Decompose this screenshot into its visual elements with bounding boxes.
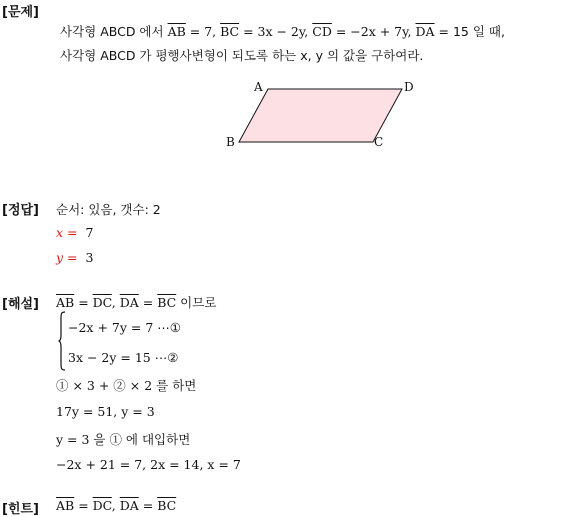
problem-line-2: 사각형 ABCD 가 평행사변형이 되도록 하는 x, y 의 값을 구하여라. bbox=[60, 48, 424, 63]
problem-label: [문제] bbox=[2, 5, 39, 20]
problem-intro: 사각형 ABCD 에서 bbox=[60, 24, 168, 39]
solution-step-4: −2x + 21 = 7, 2x = 14, x = 7 bbox=[56, 457, 241, 472]
equals-sign: = bbox=[74, 295, 93, 310]
parallelogram-figure bbox=[225, 78, 420, 150]
vertex-a-label: A bbox=[254, 80, 263, 94]
segment-da: $\overline{DA}$ bbox=[119, 498, 139, 513]
vertex-d-label: D bbox=[404, 80, 414, 94]
segment-bc: $\overline{BC}$ bbox=[220, 24, 240, 39]
vertex-b-label: B bbox=[226, 135, 235, 149]
da-equation: = 15 일 때, bbox=[434, 24, 505, 39]
segment-ab: $\overline{AB}$ bbox=[56, 295, 75, 310]
vertex-c-label: C bbox=[374, 135, 384, 149]
answer-y-label: y = bbox=[56, 250, 78, 265]
answer-x-value: 7 bbox=[85, 225, 94, 240]
segment-ab: $\overline{AB}$ bbox=[56, 498, 75, 513]
equals-sign: = bbox=[74, 498, 93, 513]
answer-y-value: 3 bbox=[85, 250, 94, 265]
segment-dc: $\overline{DC}$ bbox=[92, 498, 112, 513]
system-equation-2: 3x − 2y = 15 ⋯② bbox=[68, 350, 179, 365]
segment-dc: $\overline{DC}$ bbox=[92, 295, 112, 310]
solution-line-1-tail: 이므로 bbox=[176, 295, 217, 310]
system-equation-1: −2x + 7y = 7 ⋯① bbox=[68, 320, 181, 335]
segment-da: $\overline{DA}$ bbox=[119, 295, 139, 310]
solution-line-1 bbox=[56, 293, 216, 311]
solution-step-2: 17y = 51, y = 3 bbox=[56, 404, 155, 419]
left-brace-icon bbox=[58, 311, 66, 371]
segment-da: $\overline{DA}$ bbox=[415, 24, 435, 39]
separator: , bbox=[111, 295, 120, 310]
solution-step-3: y = 3 을 ① 에 대입하면 bbox=[56, 432, 191, 447]
equals-sign: = bbox=[138, 498, 158, 513]
solution-label: [해설] bbox=[2, 297, 39, 312]
hint-label: [힌트] bbox=[2, 502, 39, 517]
bc-equation: = 3x − 2y, bbox=[239, 24, 313, 39]
cd-equation: = −2x + 7y, bbox=[331, 24, 416, 39]
problem-line-1 bbox=[60, 22, 505, 40]
segment-cd: $\overline{CD}$ bbox=[312, 24, 332, 39]
segment-bc: $\overline{BC}$ bbox=[157, 295, 177, 310]
equals-sign: = bbox=[138, 295, 158, 310]
segment-ab: $\overline{AB}$ bbox=[167, 24, 186, 39]
answer-x-row bbox=[56, 225, 93, 240]
segment-bc: $\overline{BC}$ bbox=[157, 498, 177, 513]
hint-line bbox=[56, 498, 176, 513]
answer-x-label: x = bbox=[56, 225, 78, 240]
answer-meta: 순서: 있음, 갯수: 2 bbox=[56, 202, 161, 217]
separator: , bbox=[111, 498, 120, 513]
answer-label: [정답] bbox=[2, 203, 39, 218]
answer-y-row bbox=[56, 250, 93, 265]
solution-step-1: ① × 3 + ② × 2 를 하면 bbox=[56, 378, 197, 393]
ab-equation: = 7, bbox=[185, 24, 221, 39]
